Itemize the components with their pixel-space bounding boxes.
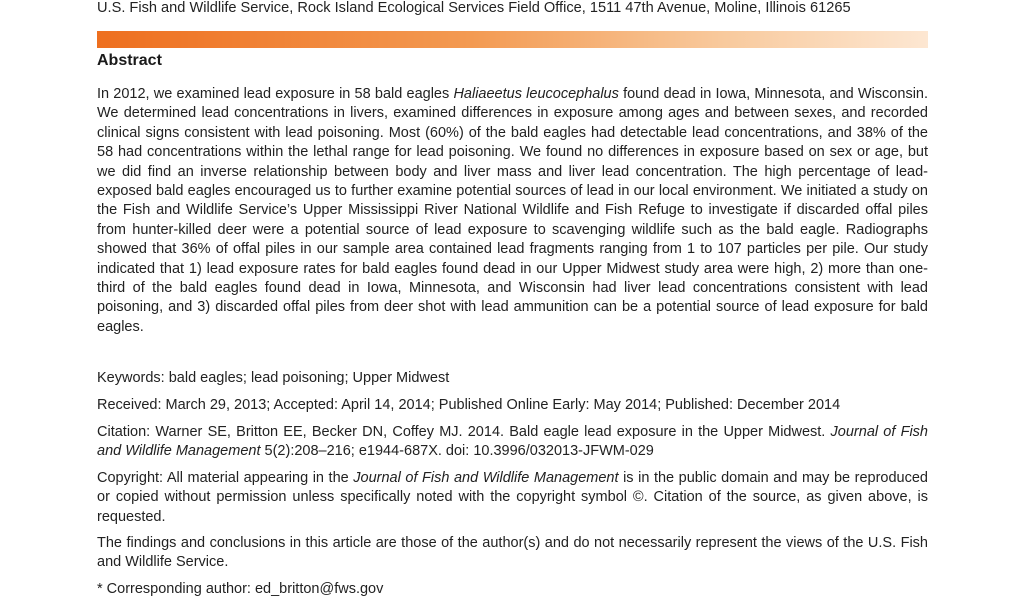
author-affiliation: U.S. Fish and Wildlife Service, Rock Island Ecological Services Field Office, 1511 47th Avenue, Moline, Illinois 61265 [97, 0, 851, 16]
keywords: Keywords: bald eagles; lead poisoning; Upper Midwest [97, 370, 450, 386]
received-dates: Received: March 29, 2013; Accepted: April 14, 2014; Published Online Early: May 2014; Published: December 2014 [97, 397, 841, 413]
copyright-suffix: is in the public domain and may be reproduced or copied without permission unless specifically noted with the copyright symbol ©. Citation of the source, as given above, is requested. [97, 470, 928, 525]
abstract-body [97, 85, 928, 337]
corresponding-author: * Corresponding author: ed_britton@fws.gov [97, 581, 384, 597]
abstract-text-start: In 2012, we examined lead exposure in 58 bald eagles [97, 86, 454, 102]
abstract-heading: Abstract [97, 52, 162, 69]
section-header-bar [97, 31, 928, 48]
citation-journal: Journal of Fish and Wildlife Management [97, 424, 928, 460]
species-name: Haliaeetus leucocephalus [453, 86, 619, 102]
disclaimer: The findings and conclusions in this article are those of the author(s) and do not necessarily represent the views of the U.S. Fish and Wildlife Service. [97, 535, 928, 571]
copyright-journal: Journal of Fish and Wildlife Management [353, 470, 619, 486]
citation [97, 423, 928, 462]
copyright-prefix: Copyright: All material appearing in the [97, 470, 354, 486]
copyright-notice [97, 469, 928, 527]
abstract-text-rest: found dead in Iowa, Minnesota, and Wisconsin. We determined lead concentrations in livers, examined differences in exposure among ages and between sexes, and recorded clinical signs consistent with lead poisoning. Most (60%) of the bald eagles had detectable lead concentrations, and 38% of the 58 had concentrations within the lethal range for lead poisoning. We found no differences in exposure based on sex or age, but we did find an inverse relationship between body and liver mass and liver lead concentration. The high percentage of lead-exposed bald eagles encouraged us to further examine potential sources of lead in our local environment. We initiated a study on the Fish and Wildlife Service’s Upper Mississippi River National Wildlife and Fish Refuge to investigate if discarded offal piles from hunter-killed deer were a potential source of lead exposure to scavenging wildlife such as the bald eagle. Radiographs showed that 36% of offal piles in our sample area contained lead fragments ranging from 1 to 107 particles per pile. Our study indicated that 1) lead exposure rates for bald eagles found dead in our Upper Midwest study area were high, 2) more than one-third of the bald eagles found dead in Iowa, Minnesota, and Wisconsin had liver lead concentrations consistent with lead poisoning, and 3) discarded offal piles from deer shot with lead ammunition can be a potential source of lead exposure for bald eagles. [97, 86, 929, 335]
citation-authors: Citation: Warner SE, Britton EE, Becker DN, Coffey MJ. 2014. Bald eagle lead exposure in the Upper Midwest. [97, 424, 831, 440]
citation-details: 5(2):208–216; e1944-687X. doi: 10.3996/032013-JFWM-029 [260, 443, 654, 460]
